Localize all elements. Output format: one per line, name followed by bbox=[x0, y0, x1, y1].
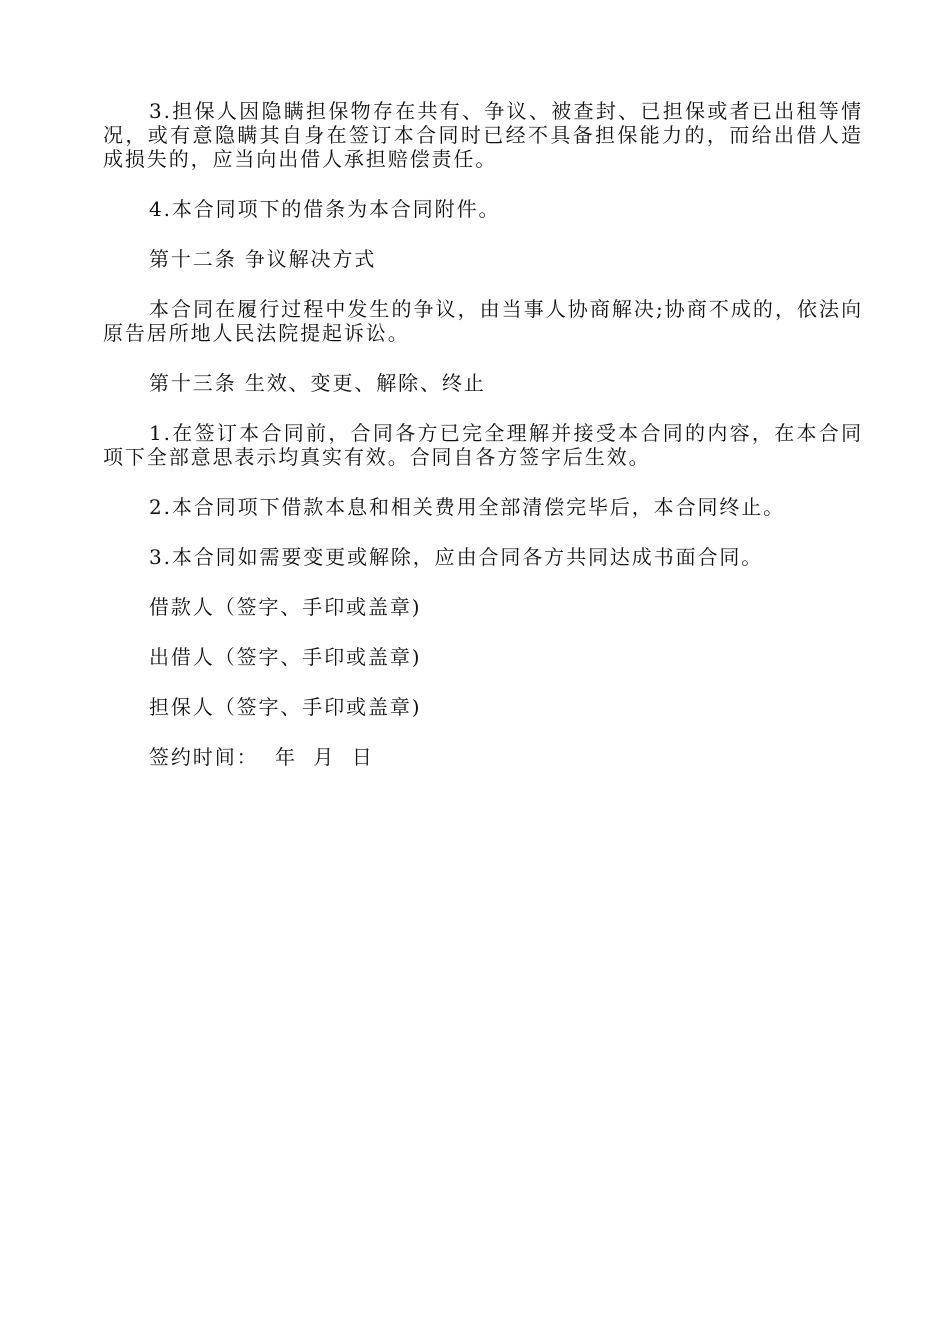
borrower-signature-line: 借款人（签字、手印或盖章) bbox=[149, 595, 422, 619]
article-12-heading: 第十二条 争议解决方式 bbox=[149, 247, 377, 271]
guarantor-signature-line: 担保人（签字、手印或盖章) bbox=[149, 695, 422, 719]
clause-11-item-3: 3.担保人因隐瞒担保物存在共有、争议、被查封、已担保或者已出租等情况，或有意隐瞒其自身在签订本合同时已经不具备担保能力的，而给出借人造成损失的，应当向出借人承担赔偿责任。 bbox=[103, 99, 863, 171]
article-12-text: 本合同在履行过程中发生的争议，由当事人协商解决;协商不成的，依法向原告居所地人民法院提起诉讼。 bbox=[103, 297, 863, 345]
clause-11-item-4: 4.本合同项下的借条为本合同附件。 bbox=[149, 197, 501, 221]
article-13-heading: 第十三条 生效、变更、解除、终止 bbox=[149, 371, 486, 395]
signing-date-line: 签约时间： 年 月 日 bbox=[149, 745, 374, 769]
article-13-item-3: 3.本合同如需要变更或解除，应由合同各方共同达成书面合同。 bbox=[149, 545, 764, 569]
document-body bbox=[103, 99, 863, 795]
lender-signature-line: 出借人（签字、手印或盖章) bbox=[149, 645, 422, 669]
article-13-item-2: 2.本合同项下借款本息和相关费用全部清偿完毕后，本合同终止。 bbox=[149, 495, 786, 519]
article-13-item-1: 1.在签订本合同前，合同各方已完全理解并接受本合同的内容，在本合同项下全部意思表示均真实有效。合同自各方签字后生效。 bbox=[103, 421, 863, 469]
